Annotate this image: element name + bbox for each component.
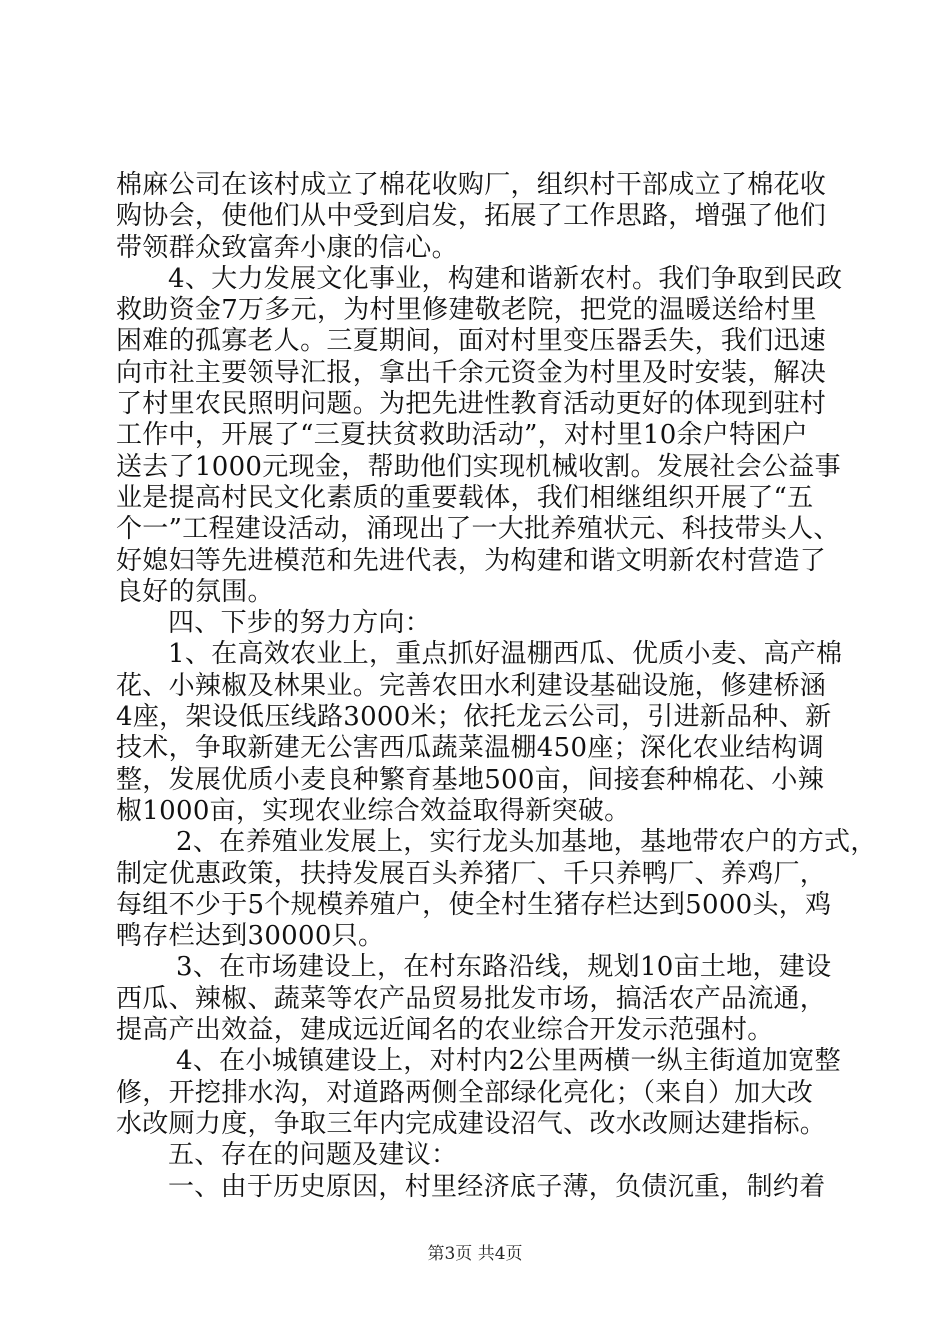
text-line: 购协会，使他们从中受到启发，拓展了工作思路，增强了他们 bbox=[116, 201, 827, 232]
text-line: 水改厕力度，争取三年内完成建设沼气、改水改厕达建指标。 bbox=[116, 1108, 827, 1139]
text-line: 椒1000亩，实现农业综合效益取得新突破。 bbox=[116, 795, 631, 826]
text-line: 4座，架设低压线路3000米；依托龙云公司，引进新品种、新 bbox=[116, 702, 832, 733]
body-text bbox=[116, 170, 877, 1203]
text-line: 棉麻公司在该村成立了棉花收购厂，组织村干部成立了棉花收 bbox=[116, 170, 827, 200]
text-line: 1、在高效农业上，重点抓好温棚西瓜、优质小麦、高产棉 bbox=[168, 639, 843, 670]
text-line: 了村里农民照明问题。为把先进性教育活动更好的体现到驻村 bbox=[116, 389, 827, 420]
text-line: 2、在养殖业发展上，实行龙头加基地，基地带农户的方式， bbox=[176, 827, 877, 858]
text-line: 3、在市场建设上，在村东路沿线，规划10亩土地，建设 bbox=[176, 952, 832, 983]
page-number-footer: 第3页 共4页 bbox=[427, 1244, 523, 1264]
text-line: 带领群众致富奔小康的信心。 bbox=[116, 232, 458, 263]
text-line: 救助资金7万多元，为村里修建敬老院，把党的温暖送给村里 bbox=[116, 295, 817, 326]
text-line: 个一”工程建设活动，涌现出了一大批养殖状元、科技带头人、 bbox=[116, 514, 840, 545]
text-line: 修，开挖排水沟，对道路两侧全部绿化亮化；（来自）加大改 bbox=[116, 1077, 814, 1108]
text-line: 一、由于历史原因，村里经济底子薄，负债沉重，制约着 bbox=[168, 1171, 826, 1202]
text-line: 制定优惠政策，扶持发展百头养猪厂、千只养鸭厂、养鸡厂， bbox=[116, 858, 827, 889]
text-line: 业是提高村民文化素质的重要载体，我们相继组织开展了“五 bbox=[116, 482, 814, 513]
text-line: 工作中，开展了“三夏扶贫救助活动”，对村里10余户特困户 bbox=[116, 420, 809, 451]
text-line: 4、在小城镇建设上，对村内2公里两横一纵主街道加宽整 bbox=[176, 1046, 841, 1077]
text-line: 4、大力发展文化事业，构建和谐新农村。我们争取到民政 bbox=[168, 263, 843, 294]
text-line: 提高产出效益，建成远近闻名的农业综合开发示范强村。 bbox=[116, 1015, 774, 1046]
text-line: 向市社主要领导汇报，拿出千余元资金为村里及时安装，解决 bbox=[116, 357, 827, 388]
text-line: 困难的孤寡老人。三夏期间，面对村里变压器丢失，我们迅速 bbox=[116, 326, 827, 357]
section-heading: 五、存在的问题及建议： bbox=[168, 1140, 458, 1171]
text-line: 整，发展优质小麦良种繁育基地500亩，间接套种棉花、小辣 bbox=[116, 764, 825, 795]
text-line: 每组不少于5个规模养殖户，使全村生猪存栏达到5000头，鸡 bbox=[116, 889, 832, 920]
text-line: 好媳妇等先进模范和先进代表，为构建和谐文明新农村营造了 bbox=[116, 545, 827, 576]
text-line: 技术，争取新建无公害西瓜蔬菜温棚450座；深化农业结构调 bbox=[116, 733, 825, 764]
text-line: 送去了1000元现金，帮助他们实现机械收割。发展社会公益事 bbox=[116, 451, 841, 482]
text-line: 良好的氛围。 bbox=[116, 576, 274, 607]
text-line: 花、小辣椒及林果业。完善农田水利建设基础设施，修建桥涵 bbox=[116, 670, 827, 701]
section-heading: 四、下步的努力方向： bbox=[168, 608, 432, 639]
text-line: 鸭存栏达到30000只。 bbox=[116, 921, 385, 952]
text-line: 西瓜、辣椒、蔬菜等农产品贸易批发市场，搞活农产品流通， bbox=[116, 983, 827, 1014]
